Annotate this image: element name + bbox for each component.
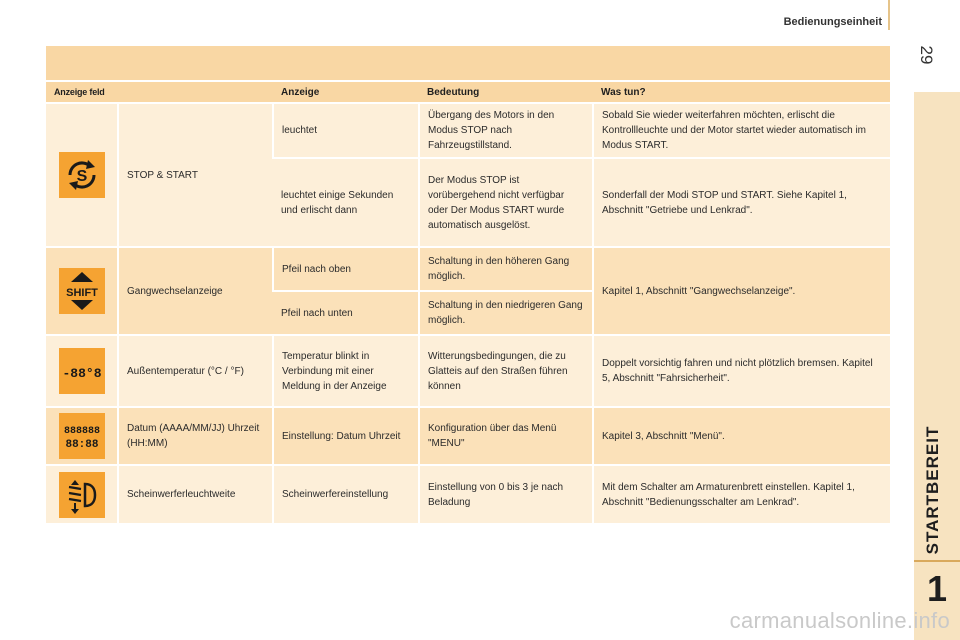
chapter-number: 1: [926, 568, 948, 609]
indicator-name: Scheinwerferleuchtweite: [118, 465, 273, 523]
indicator-table-container: [46, 46, 890, 523]
indicator-name: Außentemperatur (°C / °F): [118, 335, 273, 407]
header-rule: [888, 0, 890, 30]
table-row: [46, 407, 890, 465]
column-header-anzeige-feld: Anzeige feld: [46, 81, 118, 103]
column-header-was-tun: Was tun?: [593, 81, 890, 103]
table-row: [46, 103, 890, 158]
anzeige-cell: leuchtet: [273, 103, 419, 158]
column-header-anzeige: Anzeige: [273, 81, 419, 103]
was-tun-cell: Mit dem Schalter am Armaturenbrett einstellen. Kapitel 1, Abschnitt "Bedienungsschalter am Lenkrad".: [593, 465, 890, 523]
date-icon-label: 888888: [63, 426, 100, 437]
bedeutung-cell: Schaltung in den niedrigeren Gang möglich.: [419, 291, 593, 335]
was-tun-cell: Doppelt vorsichtig fahren und nicht plötzlich bremsen. Kapitel 5, Abschnitt "Fahrsicherheit".: [593, 335, 890, 407]
was-tun-cell: Sobald Sie wieder weiterfahren möchten, erlischt die Kontrollleuchte und der Motor startet wieder automatisch im Modus START.: [593, 103, 890, 158]
table-row: [46, 465, 890, 523]
outside-temperature-icon: [59, 348, 105, 394]
bedeutung-cell: Witterungsbedingungen, die zu Glatteis auf den Straßen führen können: [419, 335, 593, 407]
shift-icon-label: SHIFT: [65, 287, 98, 299]
bedeutung-cell: Einstellung von 0 bis 3 je nach Beladung: [419, 465, 593, 523]
svg-text:S: S: [76, 168, 87, 185]
indicator-table: [46, 80, 890, 523]
anzeige-cell: Pfeil nach unten: [273, 291, 419, 335]
headlamp-leveling-icon: [59, 472, 105, 518]
bedeutung-cell: Schaltung in den höheren Gang möglich.: [419, 247, 593, 291]
section-title: Bedienungseinheit: [783, 16, 882, 28]
page-number: 29: [917, 45, 936, 65]
anzeige-cell: Einstellung: Datum Uhrzeit: [273, 407, 419, 465]
table-banner: [46, 46, 890, 80]
shift-indicator-icon: [59, 268, 105, 314]
bedeutung-cell: Konfiguration über das Menü "MENU": [419, 407, 593, 465]
icon-cell: [46, 247, 118, 335]
chapter-label: [919, 420, 947, 560]
anzeige-cell: Scheinwerfereinstellung: [273, 465, 419, 523]
stop-start-icon: [59, 152, 105, 198]
table-row: [46, 247, 890, 291]
column-header-name: [118, 81, 273, 103]
bedeutung-cell: Der Modus STOP ist vorübergehend nicht verfügbar oder Der Modus START wurde automatisch ausgelöst.: [419, 158, 593, 247]
anzeige-cell: Pfeil nach oben: [273, 247, 419, 291]
side-tab-divider: [914, 560, 960, 562]
indicator-name: Datum (AAAA/MM/JJ) Uhrzeit (HH:MM): [118, 407, 273, 465]
watermark: carmanualsonline.info: [729, 608, 950, 633]
icon-cell: [46, 465, 118, 523]
date-time-icon: [59, 413, 105, 459]
icon-cell: [46, 407, 118, 465]
bedeutung-cell: Übergang des Motors in den Modus STOP nach Fahrzeugstillstand.: [419, 103, 593, 158]
was-tun-cell: Kapitel 1, Abschnitt "Gangwechselanzeige".: [593, 247, 890, 335]
indicator-name: STOP & START: [118, 103, 273, 247]
chapter-label-text: STARTBEREIT: [923, 425, 942, 555]
temperature-icon-label: -88°8: [61, 366, 102, 381]
time-icon-label: 88:88: [64, 439, 99, 451]
indicator-name: Gangwechselanzeige: [118, 247, 273, 335]
anzeige-cell: Temperatur blinkt in Verbindung mit einer Meldung in der Anzeige: [273, 335, 419, 407]
column-header-bedeutung: Bedeutung: [419, 81, 593, 103]
table-header-row: [46, 81, 890, 103]
icon-cell: [46, 103, 118, 247]
anzeige-cell: leuchtet einige Sekunden und erlischt dann: [273, 158, 419, 247]
was-tun-cell: Sonderfall der Modi STOP und START. Siehe Kapitel 1, Abschnitt "Getriebe und Lenkrad".: [593, 158, 890, 247]
icon-cell: [46, 335, 118, 407]
was-tun-cell: Kapitel 3, Abschnitt "Menü".: [593, 407, 890, 465]
table-row: [46, 335, 890, 407]
